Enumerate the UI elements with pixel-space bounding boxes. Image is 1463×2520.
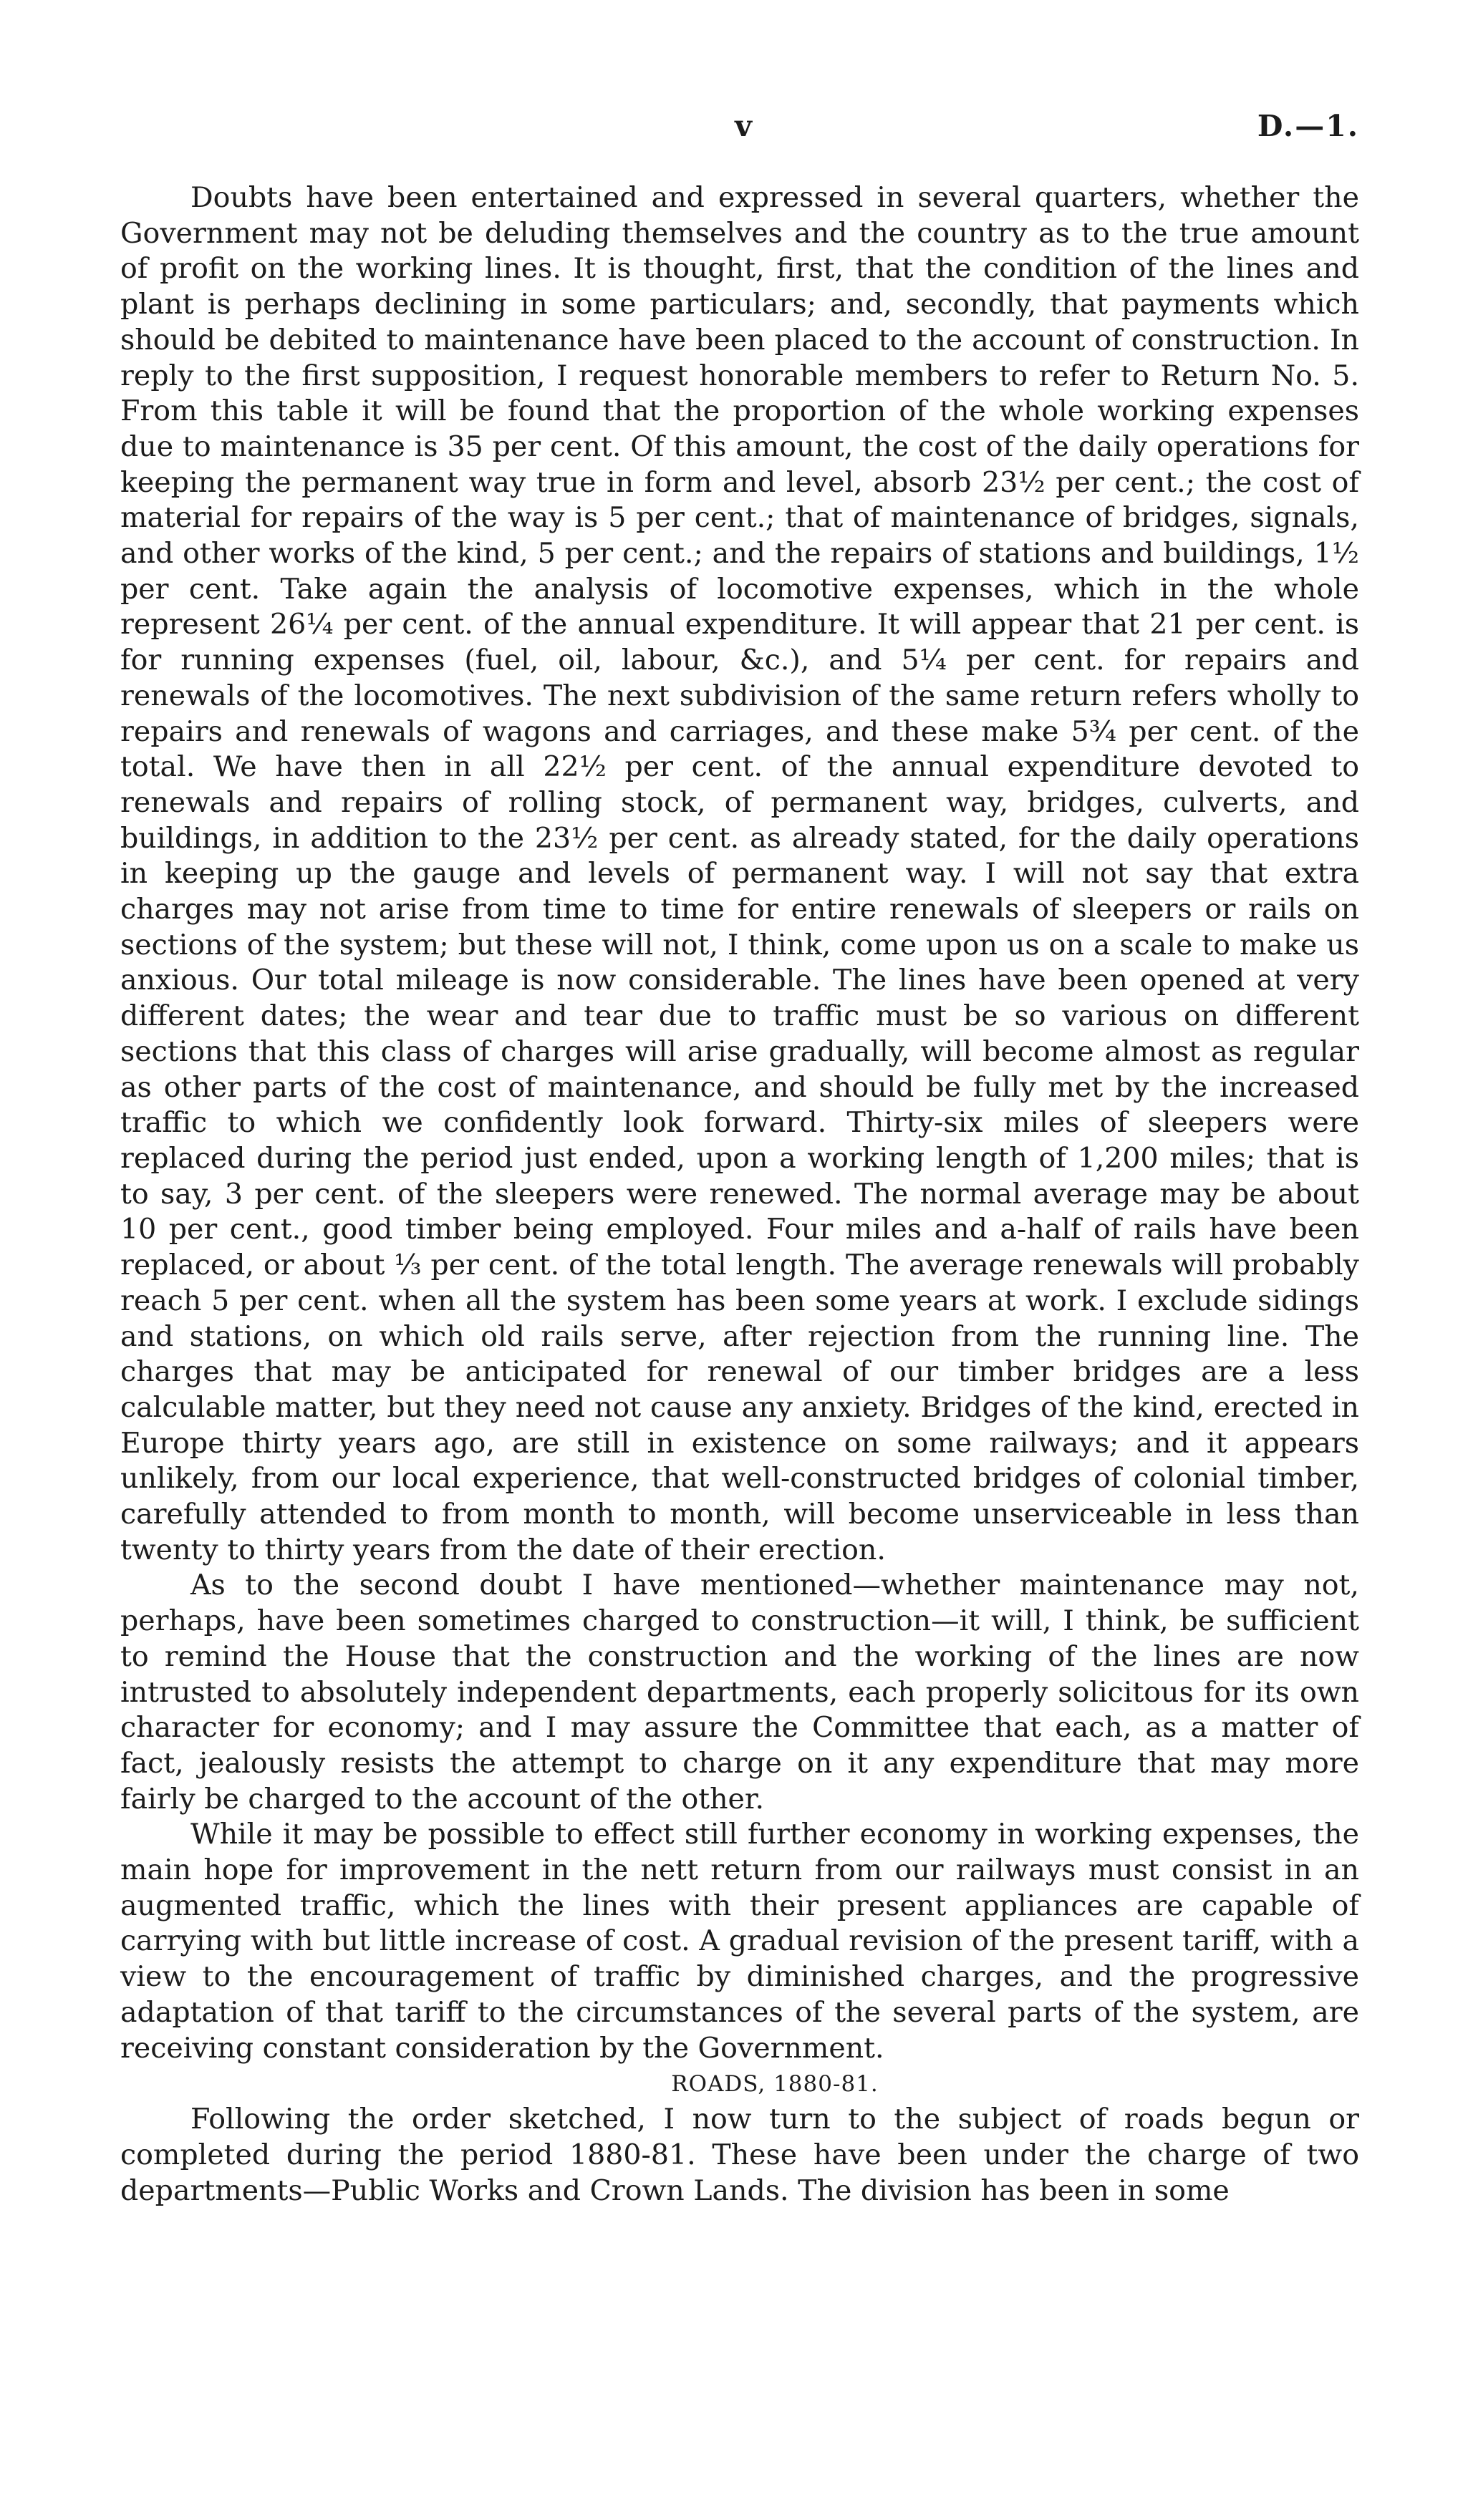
paragraph-maintenance: Doubts have been entertained and expressed in several quarters, whether the Government may not be deluding themselves and the country as to the true amount of profit on the working lines. It is thought, first, that the condition of the lines and plant is perhaps declining in some particulars; and, secondly, that payments which should be debited to maintenance have been placed to the account of construction. In reply to the first supposition, I request honorable members to refer to Return No. 5. From this table it will be found that the proportion of the whole working expenses due to maintenance is 35 per cent. Of this amount, the cost of the daily operations for keeping the permanent way true in form and level, absorb 23½ per cent.; the cost of material for repairs of the way is 5 per cent.; that of maintenance of bridges, signals, and other works of the kind, 5 per cent.; and the repairs of stations and buildings, 1½ per cent. Take again the analysis of locomotive expenses, which in the whole represent 26¼ per cent. of the annual expenditure. It will appear that 21 per cent. is for running expenses (fuel, oil, labour, &c.), and 5¼ per cent. for repairs and renewals of the locomotives. The next subdivision of the same return refers wholly to repairs and renewals of wagons and carriages, and these make 5¾ per cent. of the total. We have then in all 22½ per cent. of the annual expenditure devoted to renewals and repairs of rolling stock, of permanent way, bridges, culverts, and buildings, in addition to the 23½ per cent. as already stated, for the daily operations in keeping up the gauge and levels of permanent way. I will not say that extra charges may not arise from time to time for entire renewals of sleepers or rails on sections of the system; but these will not, I think, come upon us on a scale to make us anxious. Our total mileage is now considerable. The lines have been opened at very different dates; the wear and tear due to traffic must be so various on different sections that this class of charges will arise gradually, will become almost as regular as other parts of the cost of maintenance, and should be fully met by the increased traffic to which we confidently look forward. Thirty-six miles of sleepers were replaced during the period just ended, upon a working length of 1,200 miles; that is to say, 3 per cent. of the sleepers were renewed. The normal average may be about 10 per cent., good timber being employed. Four miles and a-half of rails have been replaced, or about ⅓ per cent. of the total length. The average renewals will probably reach 5 per cent. when all the system has been some years at work. I exclude sidings and stations, on which old rails serve, after rejection from the running line. The charges that may be anticipated for renewal of our timber bridges are a less calculable matter, but they need not cause any anxiety. Bridges of the kind, erected in Europe thirty years ago, are still in existence on some railways; and it appears unlikely, from our local experience, that well-constructed bridges of colonial timber, carefully attended to from month to month, will become unserviceable in less than twenty to thirty years from the date of their erection.: [120, 181, 1359, 1566]
document-code: D.—1.: [1257, 109, 1359, 143]
page-number: v: [735, 109, 752, 143]
paragraph-roads: Following the order sketched, I now turn to the subject of roads begun or completed during the period 1880-81. These have been under the charge of two departments—Public Works and Crown Lands. The division has been in some: [120, 2103, 1359, 2207]
paragraph-traffic-tariff: While it may be possible to effect still further economy in working expenses, the main hope for improvement in the nett return from our railways must consist in an augmented traffic, which the lines with their present appliances are capable of carrying with but little increase of cost. A gradual revision of the present tariff, with a view to the encouragement of traffic by diminished charges, and the progressive adaptation of that tariff to the circumstances of the several parts of the system, are receiving constant consideration by the Government.: [120, 1818, 1359, 2065]
body-text: [120, 180, 1359, 2209]
page-header: [120, 109, 1359, 152]
section-heading-roads: ROADS, 1880-81.: [671, 2071, 879, 2098]
paragraph-construction-charges: As to the second doubt I have mentioned—whether maintenance may not, perhaps, have been sometimes charged to construction—it will, I think, be sufficient to remind the House that the construction and the working of the lines are now intrusted to absolutely independent departments, each properly solicitous for its own character for economy; and I may assure the Committee that each, as a matter of fact, jealously resists the attempt to charge on it any expenditure that may more fairly be charged to the account of the other.: [120, 1569, 1359, 1816]
